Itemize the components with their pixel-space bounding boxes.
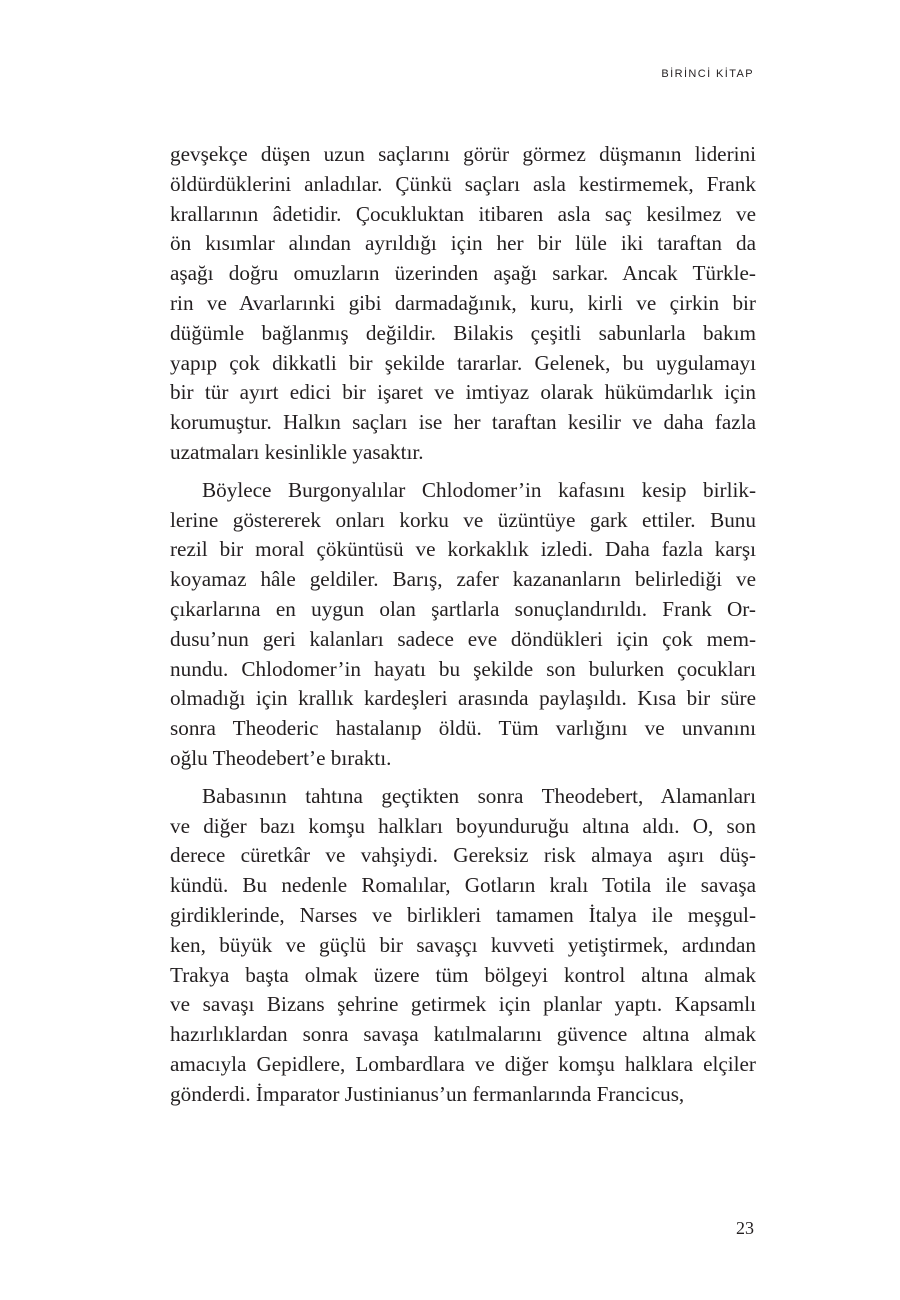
text-line: çıkarlarına en uygun olan şartlarla sonuçlandırıldı. Frank Or- — [170, 596, 756, 621]
text-line: ve savaşı Bizans şehrine getirmek için planlar yaptı. Kapsamlı — [170, 992, 756, 1017]
text-line: yapıp çok dikkatli bir şekilde tararlar. Gelenek, bu uygulamayı — [170, 350, 756, 375]
text-line: ve diğer bazı komşu halkları boyunduruğu altına aldı. O, son — [170, 813, 756, 838]
text-line: oğlu Theodebert’e bıraktı. — [170, 745, 392, 770]
text-line: Trakya başta olmak üzere tüm bölgeyi kontrol altına almak — [170, 962, 756, 987]
text-line: gönderdi. İmparator Justinianus’un fermanlarında Francicus, — [170, 1081, 685, 1106]
text-line: öldürdüklerini anladılar. Çünkü saçları asla kestirmemek, Frank — [170, 171, 756, 196]
paragraph — [170, 782, 756, 1110]
text-line: koyamaz hâle geldiler. Barış, zafer kazananların belirlediği ve — [170, 567, 756, 592]
text-line: uzatmaları kesinlikle yasaktır. — [170, 439, 424, 464]
text-line: dusu’nun geri kalanları sadece eve döndükleri için çok mem- — [170, 626, 756, 651]
text-line: rezil bir moral çöküntüsü ve korkaklık izledi. Daha fazla karşı — [170, 537, 756, 562]
text-line: ken, büyük ve güçlü bir savaşçı kuvveti yetiştirmek, ardından — [170, 932, 756, 957]
text-line: Böylece Burgonyalılar Chlodomer’in kafasını kesip birlik- — [202, 477, 756, 502]
text-line: amacıyla Gepidlere, Lombardlara ve diğer komşu halklara elçiler — [170, 1051, 756, 1076]
text-line: krallarının âdetidir. Çocukluktan itibaren asla saç kesilmez ve — [170, 201, 756, 226]
text-line: bir tür ayırt edici bir işaret ve imtiyaz olarak hükümdarlık için — [170, 380, 756, 405]
text-line: sonra Theoderic hastalanıp öldü. Tüm varlığını ve unvanını — [170, 716, 756, 741]
text-line: düğümle bağlanmış değildir. Bilakis çeşitli sabunlarla bakım — [170, 320, 756, 345]
text-line: ön kısımlar alından ayrıldığı için her bir lüle iki taraftan da — [170, 231, 756, 256]
paragraph — [170, 476, 756, 774]
text-line: gevşekçe düşen uzun saçlarını görür görmez düşmanın liderini — [170, 142, 756, 166]
page-number: 23 — [736, 1218, 754, 1238]
text-line: kündü. Bu nedenle Romalılar, Gotların kralı Totila ile savaşa — [170, 873, 756, 898]
text-line: hazırlıklardan sonra savaşa katılmalarını güvence altına almak — [170, 1022, 756, 1047]
text-line: derece cüretkâr ve vahşiydi. Gereksiz risk almaya aşırı düş- — [170, 843, 756, 868]
text-line: olmadığı için krallık kardeşleri arasında paylaşıldı. Kısa bir süre — [170, 686, 756, 711]
text-line: lerine göstererek onları korku ve üzüntüye gark ettiler. Bunu — [170, 507, 756, 532]
body-text — [170, 140, 756, 1110]
running-header: BİRİNCİ KİTAP — [661, 68, 754, 80]
text-line: girdiklerinde, Narses ve birlikleri tamamen İtalya ile meşgul- — [170, 902, 756, 927]
text-line: korumuştur. Halkın saçları ise her taraftan kesilir ve daha fazla — [170, 410, 756, 435]
text-line: rin ve Avarlarınki gibi darmadağınık, kuru, kirli ve çirkin bir — [170, 290, 756, 315]
text-line: nundu. Chlodomer’in hayatı bu şekilde son bulurken çocukları — [170, 656, 756, 681]
text-line: aşağı doğru omuzların üzerinden aşağı sarkar. Ancak Türkle- — [170, 261, 756, 286]
text-line: Babasının tahtına geçtikten sonra Theodebert, Alamanları — [202, 783, 756, 808]
paragraph — [170, 140, 756, 468]
